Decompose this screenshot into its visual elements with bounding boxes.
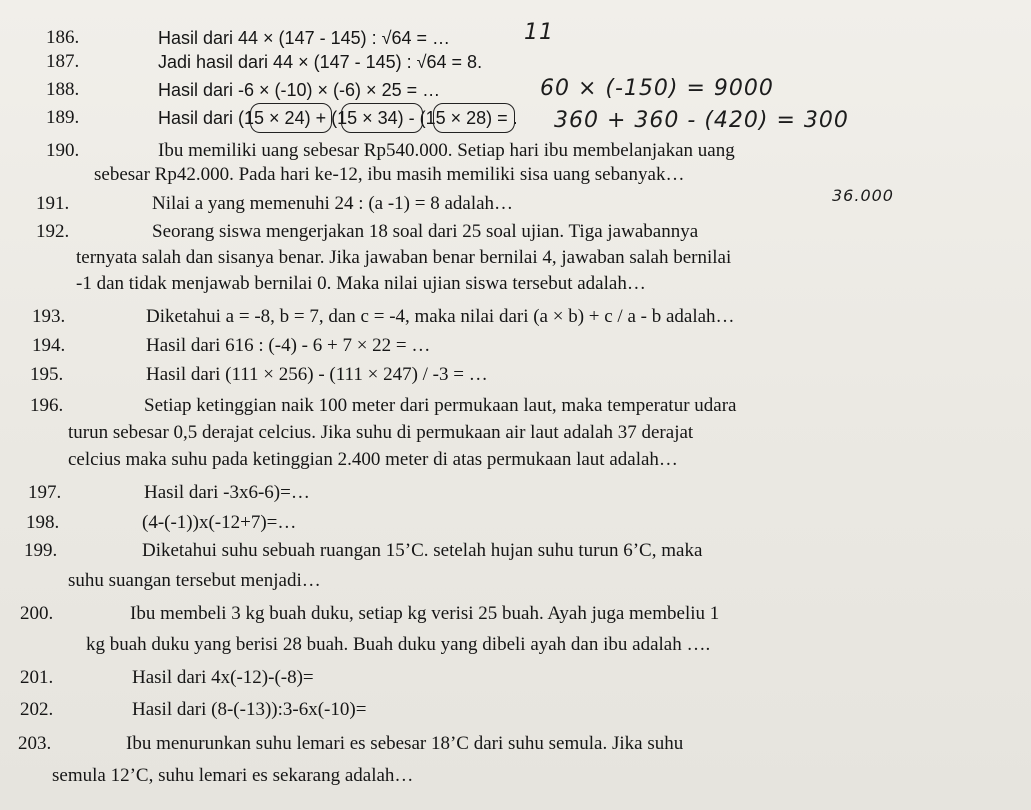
problem-text: Hasil dari (111 × 256) - (111 × 247) / -3 = … (146, 364, 488, 385)
problem-number: 203. (18, 733, 52, 754)
problem-number: 197. (28, 482, 62, 503)
problem-number: 202. (20, 699, 54, 720)
problem-number: 190. (46, 140, 80, 161)
problem-text: Seorang siswa mengerjakan 18 soal dari 25 soal ujian. Tiga jawabannya (152, 221, 699, 242)
problem-text-continued: kg buah duku yang berisi 28 buah. Buah duku yang dibeli ayah dan ibu adalah …. (86, 634, 711, 655)
problem-text: Diketahui suhu sebuah ruangan 15’C. setelah hujan suhu turun 6’C, maka (142, 540, 703, 561)
problem-number: 186. (46, 27, 80, 48)
problem-number: 188. (46, 79, 80, 100)
problem-text-continued: semula 12’C, suhu lemari es sekarang adalah… (52, 765, 414, 786)
problem-text-continued: turun sebesar 0,5 derajat celcius. Jika suhu di permukaan air laut adalah 37 derajat (68, 422, 694, 443)
handwritten-answer: 36.000 (832, 186, 894, 205)
problem-text: Diketahui a = -8, b = 7, dan c = -4, maka nilai dari (a × b) + c / a - b adalah… (146, 306, 735, 327)
problem-number: 195. (30, 364, 64, 385)
problem-text: Jadi hasil dari 44 × (147 - 145) : √64 = 8. (158, 52, 483, 72)
problem-text: Setiap ketinggian naik 100 meter dari permukaan laut, maka temperatur udara (144, 395, 737, 416)
handwritten-answer: 11 (524, 20, 554, 45)
problem-text-continued: celcius maka suhu pada ketinggian 2.400 meter di atas permukaan laut adalah… (68, 449, 678, 470)
problem-number: 200. (20, 603, 54, 624)
problem-text: Hasil dari 44 × (147 - 145) : √64 = … (158, 28, 451, 48)
problem-number: 198. (26, 512, 60, 533)
problem-text: Hasil dari 4x(-12)-(-8)= (132, 667, 314, 688)
handwritten-answer: 60 × (-150) = 9000 (540, 76, 774, 101)
problem-text: Ibu memiliki uang sebesar Rp540.000. Setiap hari ibu membelanjakan uang (158, 140, 735, 161)
problem-number: 196. (30, 395, 64, 416)
problem-text: Hasil dari (15 × 24) + (15 × 34) - (15 × 28) = . (158, 108, 518, 128)
problem-text: Hasil dari -6 × (-10) × (-6) × 25 = … (158, 80, 441, 100)
handwritten-answer: 360 + 360 - (420) = 300 (554, 108, 849, 133)
problem-number: 199. (24, 540, 58, 561)
problem-number: 194. (32, 335, 66, 356)
problem-text: Hasil dari -3x6-6)=… (144, 482, 310, 503)
problem-text: (4-(-1))x(-12+7)=… (142, 512, 297, 533)
problem-text: Hasil dari 616 : (-4) - 6 + 7 × 22 = … (146, 335, 431, 356)
problem-number: 192. (36, 221, 70, 242)
problem-text: Nilai a yang memenuhi 24 : (a -1) = 8 adalah… (152, 193, 514, 214)
problem-number: 193. (32, 306, 66, 327)
problem-text-continued: suhu suangan tersebut menjadi… (68, 570, 321, 591)
problem-number: 189. (46, 107, 80, 128)
problem-text: Ibu menurunkan suhu lemari es sebesar 18’C dari suhu semula. Jika suhu (126, 733, 684, 754)
problem-text: Ibu membeli 3 kg buah duku, setiap kg verisi 25 buah. Ayah juga membeliu 1 (130, 603, 720, 624)
problem-text: Hasil dari (8-(-13)):3-6x(-10)= (132, 699, 367, 720)
problem-number: 187. (46, 51, 80, 72)
problem-text-continued: sebesar Rp42.000. Pada hari ke-12, ibu masih memiliki sisa uang sebanyak… (94, 164, 685, 185)
problem-text-continued: ternyata salah dan sisanya benar. Jika jawaban benar bernilai 4, jawaban salah bernilai (76, 247, 732, 268)
problem-text-continued: -1 dan tidak menjawab bernilai 0. Maka nilai ujian siswa tersebut adalah… (76, 273, 646, 294)
problem-number: 191. (36, 193, 70, 214)
problem-number: 201. (20, 667, 54, 688)
